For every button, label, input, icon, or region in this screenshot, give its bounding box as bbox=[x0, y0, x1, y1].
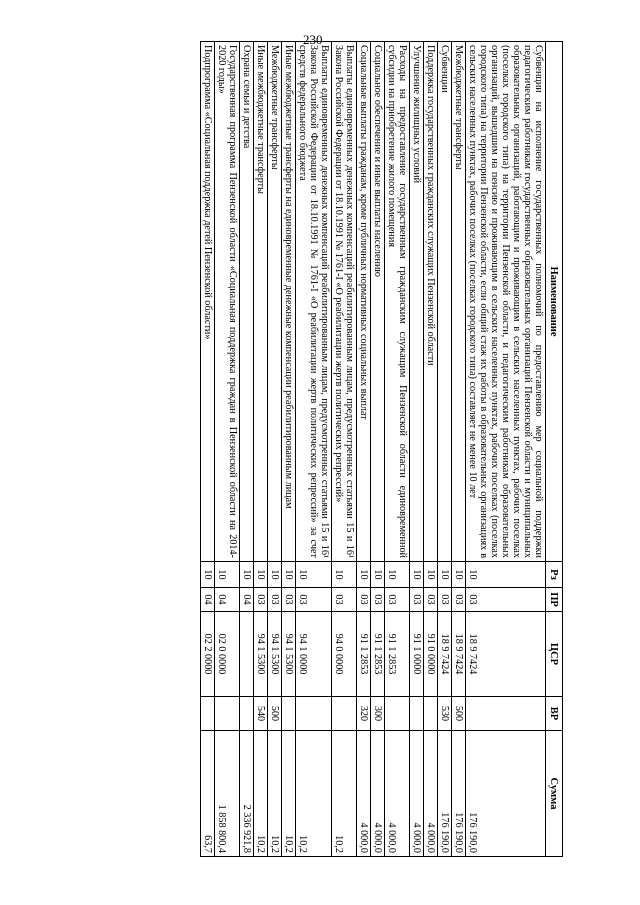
row-name-cell: Социальное обеспечение и иные выплаты населению bbox=[371, 42, 385, 562]
table-header-row bbox=[546, 42, 563, 857]
row-rz-cell: 10 bbox=[215, 562, 240, 588]
row-vr-cell bbox=[240, 697, 254, 731]
row-sum-cell: 1 858 800,4 bbox=[215, 731, 240, 857]
header-sum: Сумма bbox=[546, 731, 563, 857]
row-csr-cell: 91 1 2853 bbox=[385, 612, 410, 697]
row-sum-cell: 176 190,0 bbox=[466, 731, 546, 857]
row-pr-cell: 03 bbox=[452, 588, 466, 612]
table-row bbox=[282, 42, 296, 857]
row-csr-cell: 94 1 5300 bbox=[254, 612, 268, 697]
row-rz-cell: 10 bbox=[466, 562, 546, 588]
row-rz-cell: 10 bbox=[332, 562, 357, 588]
row-vr-cell bbox=[282, 697, 296, 731]
row-pr-cell: 03 bbox=[282, 588, 296, 612]
row-vr-cell bbox=[201, 697, 215, 731]
row-rz-cell: 10 bbox=[240, 562, 254, 588]
row-csr-cell: 91 1 2853 bbox=[371, 612, 385, 697]
row-sum-cell: 176 190,0 bbox=[438, 731, 452, 857]
row-sum-cell: 10,2 bbox=[254, 731, 268, 857]
table-row bbox=[332, 42, 357, 857]
table-body bbox=[201, 42, 546, 857]
row-name-cell: Охрана семьи и детства bbox=[240, 42, 254, 562]
row-pr-cell: 03 bbox=[254, 588, 268, 612]
row-sum-cell: 4 000,0 bbox=[410, 731, 424, 857]
row-sum-cell: 63,7 bbox=[201, 731, 215, 857]
row-sum-cell: 10,2 bbox=[296, 731, 332, 857]
row-name-cell: Поддержка государственных гражданских служащих Пензенской области bbox=[424, 42, 438, 562]
row-rz-cell: 10 bbox=[371, 562, 385, 588]
header-rz: Рз bbox=[546, 562, 563, 588]
row-rz-cell: 10 bbox=[424, 562, 438, 588]
row-rz-cell: 10 bbox=[201, 562, 215, 588]
row-rz-cell: 10 bbox=[410, 562, 424, 588]
row-csr-cell: 94 1 5300 bbox=[282, 612, 296, 697]
row-csr-cell: 18 9 7424 bbox=[452, 612, 466, 697]
row-name-cell: Подпрограмма «Социальная поддержка детей Пензенской области» bbox=[201, 42, 215, 562]
row-csr-cell bbox=[240, 612, 254, 697]
row-rz-cell: 10 bbox=[296, 562, 332, 588]
row-sum-cell: 4 000,0 bbox=[371, 731, 385, 857]
row-pr-cell: 03 bbox=[466, 588, 546, 612]
row-sum-cell: 10,2 bbox=[268, 731, 282, 857]
table-row bbox=[466, 42, 546, 857]
row-vr-cell bbox=[332, 697, 357, 731]
table-row bbox=[201, 42, 215, 857]
row-csr-cell: 91 1 2853 bbox=[357, 612, 371, 697]
row-pr-cell: 04 bbox=[215, 588, 240, 612]
row-vr-cell: 320 bbox=[357, 697, 371, 731]
row-vr-cell bbox=[466, 697, 546, 731]
row-rz-cell: 10 bbox=[438, 562, 452, 588]
row-csr-cell: 91 0 0000 bbox=[424, 612, 438, 697]
row-csr-cell: 94 1 5300 bbox=[268, 612, 282, 697]
row-vr-cell bbox=[215, 697, 240, 731]
row-sum-cell: 2 336 921,8 bbox=[240, 731, 254, 857]
table-row bbox=[215, 42, 240, 857]
row-vr-cell bbox=[424, 697, 438, 731]
row-name-cell: Улучшение жилищных условий bbox=[410, 42, 424, 562]
row-sum-cell: 4 000,0 bbox=[357, 731, 371, 857]
row-pr-cell: 03 bbox=[332, 588, 357, 612]
row-name-cell: Субвенции на исполнение государственных полномочий по предоставлению мер социальной поддержки педагогическим работникам государственных образовательных организаций Пензенской области и муниципальных образовательных организаций, работающим и проживающим в сельских населенных пунктах, рабочих поселках (поселках городского типа) на территории Пензенской области, и педагогическим работникам образовательных организаций, вышедшим на пенсию и проживающим в сельских населенных пунктах, рабочих поселках (поселках городского типа) на территории Пензенской области, если общий стаж их работы в образовательных организациях в сельских населенных пунктах, рабочих поселках (поселках городского типа) составляет не менее 10 лет bbox=[466, 42, 546, 562]
table-row bbox=[357, 42, 371, 857]
row-rz-cell: 10 bbox=[268, 562, 282, 588]
table-row bbox=[268, 42, 282, 857]
table-row bbox=[385, 42, 410, 857]
header-vr: ВР bbox=[546, 697, 563, 731]
row-csr-cell: 02 2 0000 bbox=[201, 612, 215, 697]
row-pr-cell: 03 bbox=[385, 588, 410, 612]
table-row bbox=[240, 42, 254, 857]
row-name-cell: Расходы на предоставление государственным гражданским служащим Пензенской области единовременной субсидии на приобретение жилого помещения bbox=[385, 42, 410, 562]
row-rz-cell: 10 bbox=[452, 562, 466, 588]
header-csr: ЦСР bbox=[546, 612, 563, 697]
row-vr-cell: 300 bbox=[371, 697, 385, 731]
row-csr-cell: 18 9 7424 bbox=[438, 612, 452, 697]
row-csr-cell: 18 9 7424 bbox=[466, 612, 546, 697]
row-vr-cell: 500 bbox=[268, 697, 282, 731]
budget-table bbox=[200, 41, 563, 857]
row-csr-cell: 94 0 0000 bbox=[332, 612, 357, 697]
row-sum-cell: 4 000,0 bbox=[424, 731, 438, 857]
row-vr-cell: 540 bbox=[254, 697, 268, 731]
row-csr-cell: 02 0 0000 bbox=[215, 612, 240, 697]
row-name-cell: Межбюджетные трансферты bbox=[268, 42, 282, 562]
row-name-cell: Субвенции bbox=[438, 42, 452, 562]
row-rz-cell: 10 bbox=[282, 562, 296, 588]
row-sum-cell: 10,2 bbox=[332, 731, 357, 857]
row-csr-cell: 91 1 0000 bbox=[410, 612, 424, 697]
row-vr-cell: 500 bbox=[452, 697, 466, 731]
row-sum-cell: 4 000,0 bbox=[385, 731, 410, 857]
table-row bbox=[438, 42, 452, 857]
row-pr-cell: 03 bbox=[410, 588, 424, 612]
table-row bbox=[254, 42, 268, 857]
row-sum-cell: 10,2 bbox=[282, 731, 296, 857]
page-number: 230 bbox=[303, 32, 323, 47]
row-name-cell: Иные межбюджетные трансферты на единовременные денежные компенсации реабилитированным лицам bbox=[282, 42, 296, 562]
row-name-cell: Социальные выплаты гражданам, кроме публичных нормативных социальных выплат bbox=[357, 42, 371, 562]
row-pr-cell: 03 bbox=[371, 588, 385, 612]
row-pr-cell: 04 bbox=[240, 588, 254, 612]
row-rz-cell: 10 bbox=[385, 562, 410, 588]
row-rz-cell: 10 bbox=[357, 562, 371, 588]
row-sum-cell: 176 190,0 bbox=[452, 731, 466, 857]
row-vr-cell bbox=[385, 697, 410, 731]
row-pr-cell: 03 bbox=[357, 588, 371, 612]
table-row bbox=[371, 42, 385, 857]
row-pr-cell: 03 bbox=[296, 588, 332, 612]
row-vr-cell bbox=[296, 697, 332, 731]
table-row bbox=[410, 42, 424, 857]
table-row bbox=[296, 42, 332, 857]
header-pr: ПР bbox=[546, 588, 563, 612]
row-rz-cell: 10 bbox=[254, 562, 268, 588]
header-name: Наименование bbox=[546, 42, 563, 562]
row-name-cell: Межбюджетные трансферты bbox=[452, 42, 466, 562]
row-csr-cell: 94 1 0000 bbox=[296, 612, 332, 697]
row-vr-cell: 530 bbox=[438, 697, 452, 731]
row-name-cell: Выплаты единовременных денежных компенсаций реабилитированным лицам, предусмотренных статьями 15 и 16¹ Закона Российской Федерации от 18.10.1991 № 1761-I «О реабилитации жертв политических репрессий» bbox=[332, 42, 357, 562]
row-name-cell: Иные межбюджетные трансферты bbox=[254, 42, 268, 562]
row-pr-cell: 03 bbox=[438, 588, 452, 612]
table-row bbox=[424, 42, 438, 857]
row-name-cell: Государственная программа Пензенской области «Социальная поддержка граждан в Пензенской области на 2014-2020 годы» bbox=[215, 42, 240, 562]
row-pr-cell: 04 bbox=[201, 588, 215, 612]
table-row bbox=[452, 42, 466, 857]
budget-table-page bbox=[77, 41, 563, 856]
row-pr-cell: 03 bbox=[268, 588, 282, 612]
row-name-cell: Выплаты единовременных денежных компенсаций реабилитированным лицам, предусмотренных статьями 15 и 16¹ Закона Российской Федерации от 18.10.1991 № 1761-I «О реабилитации жертв политических репрессий» за счет средств федерального бюджета bbox=[296, 42, 332, 562]
row-vr-cell bbox=[410, 697, 424, 731]
row-pr-cell: 03 bbox=[424, 588, 438, 612]
